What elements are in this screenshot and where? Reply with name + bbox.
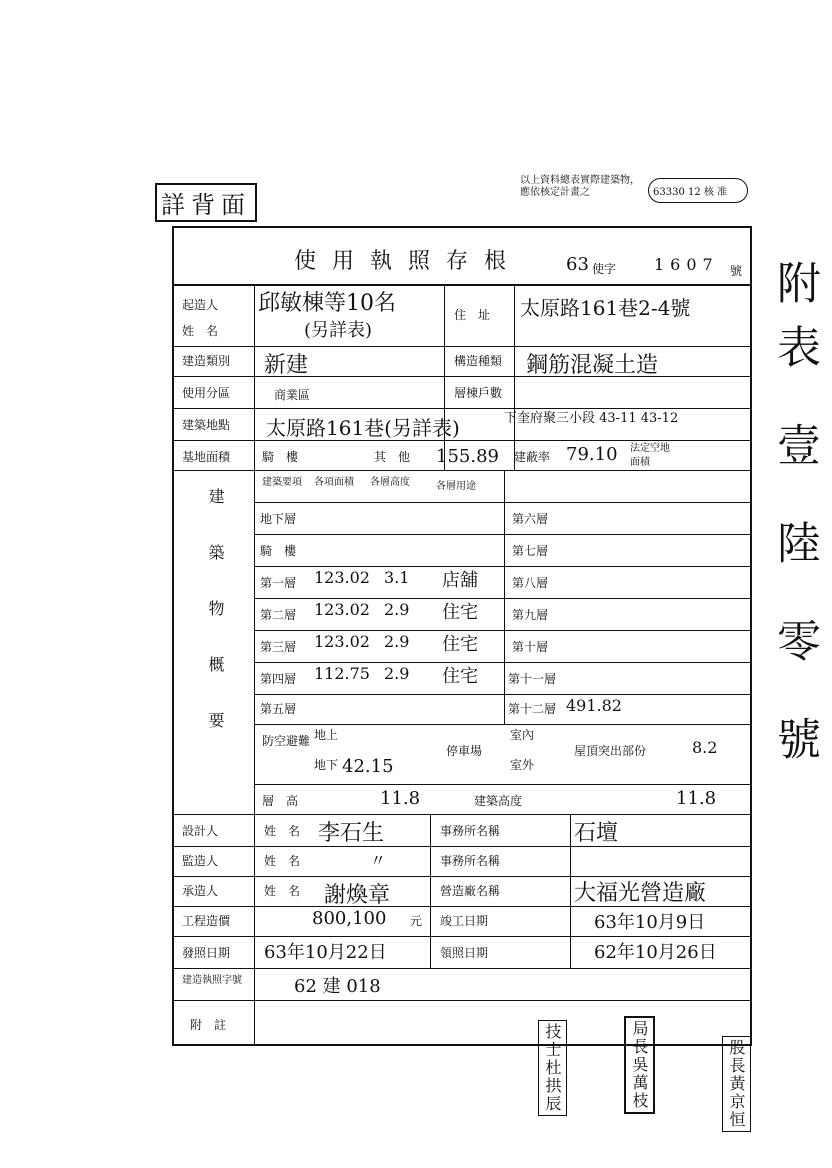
floor-row-label: 第一層 [260,576,297,590]
receive-value: 62年10月26日 [594,942,717,963]
floor1-area: 123.02 [314,568,370,587]
approval-stamp: 63330 12 核 准 [648,178,748,203]
area-label: 基地面積 [182,450,231,464]
right-margin-note: 附表 壹 陸 零 號 [769,260,820,780]
contractor-firm-value: 大福光營造廠 [574,881,707,906]
floor-row-label: 第十層 [512,640,549,654]
contractor-name-value: 謝煥章 [324,883,391,908]
floor4-area: 112.75 [314,664,370,683]
license-suffix: 號 [730,264,743,278]
floor-row-label: 騎 樓 [260,544,297,558]
other-label: 其 他 [374,450,411,464]
site-number-value: 下奎府聚三小段 43-11 43-12 [504,411,679,426]
structure-value: 鋼筋混凝土造 [526,353,659,378]
name-label: 姓 名 [264,854,301,868]
total-area: 491.82 [566,696,622,715]
supervisor-label: 監造人 [182,854,219,868]
supervisor-name-value: 〃 [370,851,387,870]
cost-unit: 元 [410,914,423,928]
floor-row-label: 第十二層 [508,702,557,716]
floor4-use: 住宅 [442,666,478,687]
shelter-label: 防空避難 [262,734,311,748]
floor-row-label: 第八層 [512,576,549,590]
contractor-label: 承造人 [182,884,219,898]
top-right-note: 以上資料總表實際建築物，應依核定計畫之 [520,175,640,198]
floor-row-label: 第九層 [512,608,549,622]
floor2-height: 2.9 [384,600,410,619]
completion-label: 竣工日期 [440,914,489,928]
category-label: 建造類別 [182,354,231,368]
zone-value: 商業區 [274,388,311,402]
floor3-use: 住宅 [442,634,478,655]
floor1-use: 店舖 [442,570,478,591]
area-other-value: 155.89 [436,446,499,467]
above-label: 地上 [314,728,339,742]
remarks-label: 附 註 [190,1018,227,1032]
permit-value: 62 建 018 [294,976,381,997]
category-value: 新建 [264,353,309,378]
floor-row-label: 第四層 [260,672,297,686]
roof-label: 屋頂突出部份 [574,744,647,758]
floor-row-label: 第六層 [512,512,549,526]
arcade-label: 騎 樓 [262,450,299,464]
floor2-area: 123.02 [314,600,370,619]
floor3-area: 123.02 [314,632,370,651]
floor4-height: 2.9 [384,664,410,683]
summary-label: 建築物概要 [206,488,225,768]
height-floor-value: 11.8 [380,788,421,809]
name-label: 姓 名 [182,324,219,338]
name-label: 姓 名 [264,824,301,838]
floor-row-label: 第七層 [512,544,549,558]
seal-chief: 股長黃京恒 [722,1036,751,1132]
floor3-height: 2.9 [384,632,410,651]
col-header-2: 各項面積 [314,477,354,488]
zone-label: 使用分區 [182,386,231,400]
office-label: 事務所名稱 [440,824,501,838]
license-form [172,226,752,1046]
issue-date-label: 發照日期 [182,946,231,960]
permit-label: 建造執照字號 [182,975,242,986]
license-number: 1607 [654,255,719,274]
detail-back-stamp: 詳背面 [155,183,257,222]
license-year: 63 [566,254,589,275]
form-title: 使用執照存根 [294,249,523,274]
site-value: 太原路161巷(另詳表) [266,416,460,440]
address-value: 太原路161巷2-4號 [520,296,691,320]
outdoor-label: 室外 [510,758,535,772]
floor-row-label: 第五層 [260,702,297,716]
builder-note: (另詳表) [304,320,373,341]
design-label: 設計人 [182,824,219,838]
license-word: 使字 [592,262,617,276]
office-label: 事務所名稱 [440,854,501,868]
floor1-height: 3.1 [384,568,410,587]
receive-label: 領照日期 [440,946,489,960]
builder-label: 起造人 [182,298,219,312]
structure-label: 構造種類 [454,354,503,368]
floor-row-label: 第十一層 [508,672,557,686]
floor2-use: 住宅 [442,602,478,623]
shelter-below-value: 42.15 [342,756,394,777]
firm-label: 營造廠名稱 [440,884,501,898]
indoor-label: 室內 [510,728,535,742]
seal-technician: 技士杜拱辰 [538,1020,567,1116]
bldg-height-value: 11.8 [676,788,717,809]
legal-open-label: 法定空地面積 [630,443,670,468]
roof-area-value: 8.2 [692,738,718,757]
below-label: 地下 [314,758,339,772]
floor-row-label: 第三層 [260,640,297,654]
design-office-value: 石壇 [574,821,619,846]
floor-row-label: 地下層 [260,512,297,526]
cost-label: 工程造價 [182,914,231,928]
name-label: 姓 名 [264,884,301,898]
builder-value: 邱敏棟等10名 [258,291,396,316]
cost-value: 800,100 [312,908,387,929]
issue-value: 63年10月22日 [264,942,387,963]
height-floor-label: 層 高 [262,794,299,808]
floor-row-label: 第二層 [260,608,297,622]
bcr-label: 建蔽率 [514,450,551,464]
completion-value: 63年10月9日 [594,912,706,933]
col-header-1: 建築要項 [262,477,302,488]
floors-label: 層棟戶數 [454,386,503,400]
design-name-value: 李石生 [318,821,385,846]
col-header-4: 各層用途 [436,481,476,492]
bldg-height-label: 建築高度 [474,794,523,808]
address-label: 住 址 [454,308,491,322]
seal-director: 局長吳萬枝 [624,1016,655,1114]
parking-label: 停車場 [446,744,483,758]
site-label: 建築地點 [182,418,231,432]
col-header-3: 各層高度 [370,477,410,488]
bcr-value: 79.10 [566,444,618,465]
